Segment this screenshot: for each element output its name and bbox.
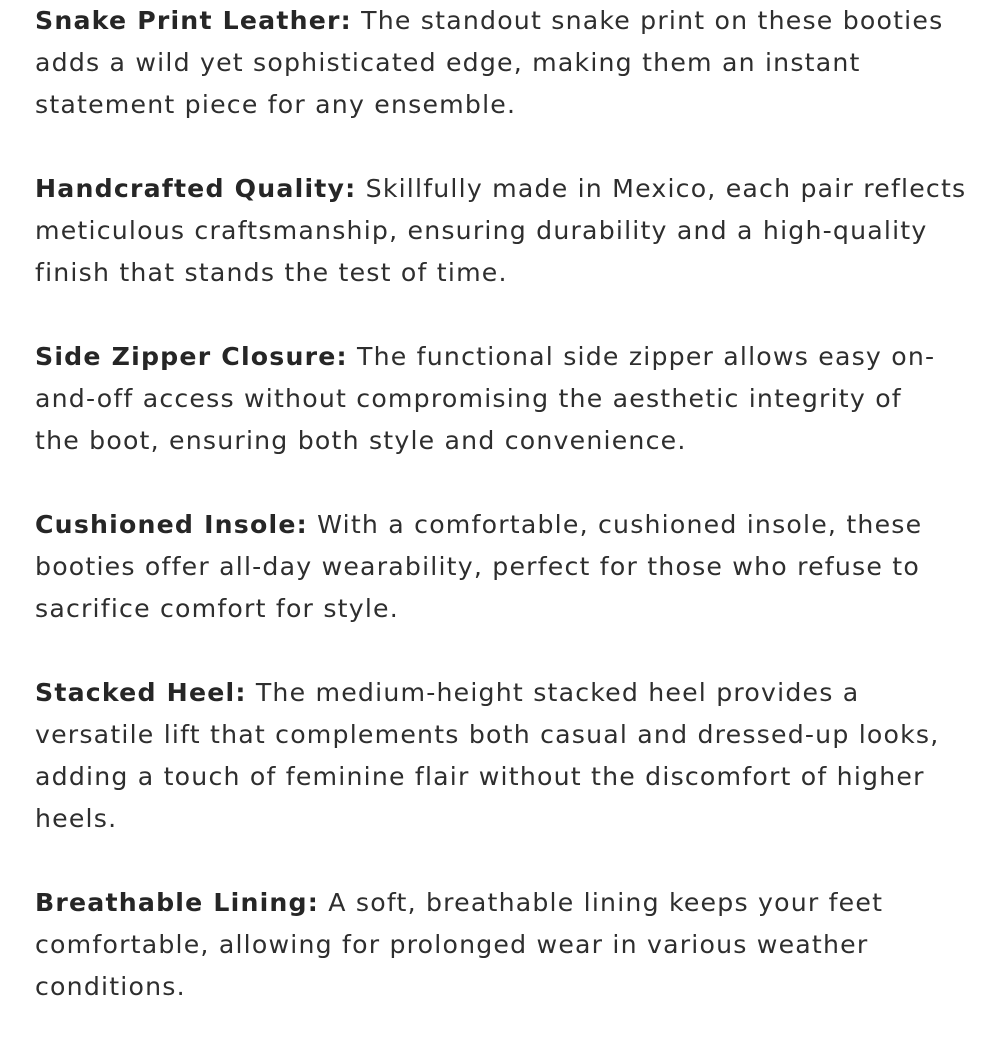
feature-body-line: sacrifice comfort for style. <box>35 594 399 623</box>
feature-title: Stacked Heel: <box>35 678 247 707</box>
feature-body-line: finish that stands the test of time. <box>35 258 508 287</box>
feature-list <box>35 0 975 1050</box>
feature-stacked-heel <box>35 672 975 840</box>
feature-title: Cushioned Insole: <box>35 510 308 539</box>
feature-body-line: comfortable, allowing for prolonged wear in various weather <box>35 930 869 959</box>
feature-body-line: conditions. <box>35 972 186 1001</box>
feature-title: Side Zipper Closure: <box>35 342 348 371</box>
feature-handcrafted-quality <box>35 168 975 294</box>
feature-side-zipper-closure <box>35 336 975 462</box>
feature-body-line: With a comfortable, cushioned insole, these <box>317 510 923 539</box>
feature-body-line: The medium-height stacked heel provides a <box>255 678 860 707</box>
feature-body-line: The standout snake print on these booties <box>361 6 944 35</box>
feature-body-line: A soft, breathable lining keeps your feet <box>328 888 884 917</box>
feature-body-line: The functional side zipper allows easy on- <box>357 342 936 371</box>
feature-body-line: meticulous craftsmanship, ensuring durability and a high-quality <box>35 216 928 245</box>
feature-body-line: adding a touch of feminine flair without the discomfort of higher <box>35 762 925 791</box>
feature-title: Breathable Lining: <box>35 888 320 917</box>
feature-cushioned-insole <box>35 504 975 630</box>
feature-body-line: booties offer all-day wearability, perfect for those who refuse to <box>35 552 920 581</box>
feature-breathable-lining <box>35 882 975 1008</box>
feature-body-line: and-off access without compromising the aesthetic integrity of <box>35 384 902 413</box>
feature-title: Snake Print Leather: <box>35 6 352 35</box>
feature-title: Handcrafted Quality: <box>35 174 357 203</box>
feature-body-line: heels. <box>35 804 118 833</box>
feature-body-line: statement piece for any ensemble. <box>35 90 517 119</box>
feature-body-line: versatile lift that complements both casual and dressed-up looks, <box>35 720 940 749</box>
feature-body-line: adds a wild yet sophisticated edge, making them an instant <box>35 48 861 77</box>
feature-snake-print-leather <box>35 0 975 126</box>
feature-body-line: Skillfully made in Mexico, each pair reflects <box>365 174 967 203</box>
feature-body-line: the boot, ensuring both style and convenience. <box>35 426 687 455</box>
